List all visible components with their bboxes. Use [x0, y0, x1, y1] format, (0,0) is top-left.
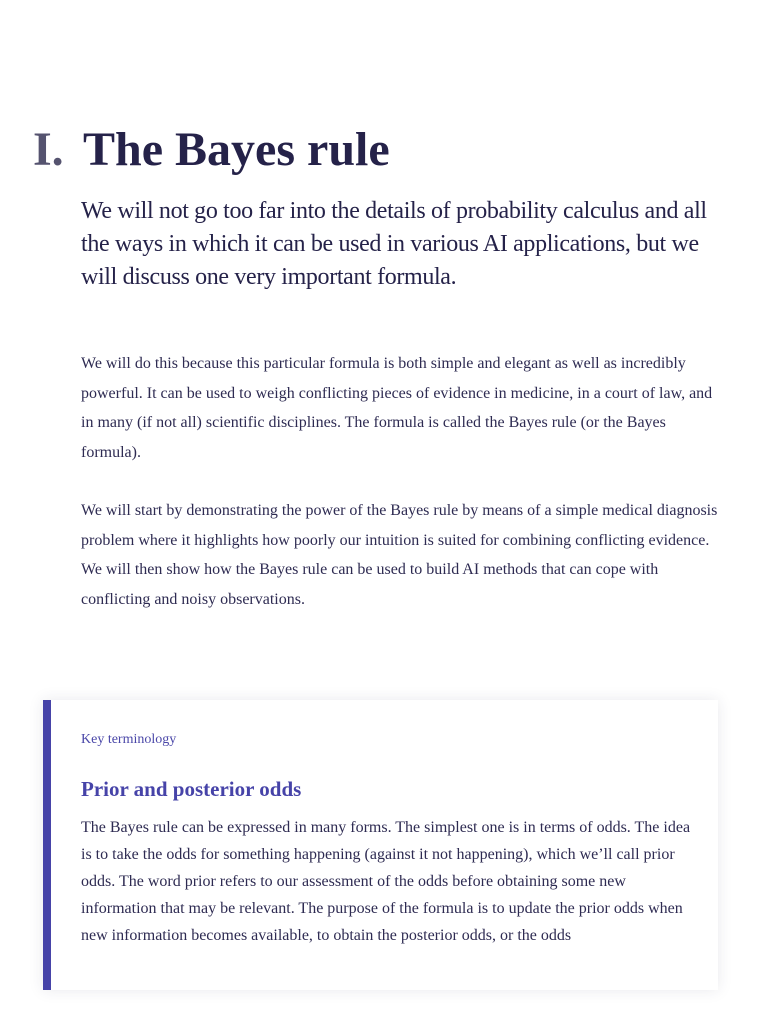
- callout-body: The Bayes rule can be expressed in many forms. The simplest one is in terms of odds. The idea is to take the odds for something happening (against it not happening), which we’ll call prior odds. The word prior refers to our assessment of the odds before obtaining some new information that may be relevant. The purpose of the formula is to update the prior odds when new information becomes available, to obtain the posterior odds, or the odds: [81, 819, 691, 944]
- section-title: The Bayes rule: [83, 123, 390, 176]
- lead-paragraph: We will not go too far into the details of probability calculus and all the ways in which it can be used in various AI applications, but we will discuss one very important formula.: [81, 198, 707, 290]
- section-number: I.: [33, 123, 64, 176]
- body-paragraph-1: We will do this because this particular formula is both simple and elegant as well as incredibly powerful. It can be used to weigh conflicting pieces of evidence in medicine, in a court of law, and in many (if not all) scientific disciplines. The formula is called the Bayes rule (or the Bayes formula).: [81, 355, 713, 461]
- section-header: [33, 120, 390, 180]
- body-paragraph-2: We will start by demonstrating the power of the Bayes rule by means of a simple medical diagnosis problem where it highlights how poorly our intuition is suited for combining conflicting evidence. We will then show how the Bayes rule can be used to build AI methods that can cope with conflicting and noisy observations.: [81, 502, 718, 608]
- key-terminology-callout: [43, 700, 718, 990]
- callout-title: Prior and posterior odds: [81, 777, 302, 801]
- callout-accent-bar: [43, 700, 51, 990]
- callout-kicker: Key terminology: [81, 732, 177, 747]
